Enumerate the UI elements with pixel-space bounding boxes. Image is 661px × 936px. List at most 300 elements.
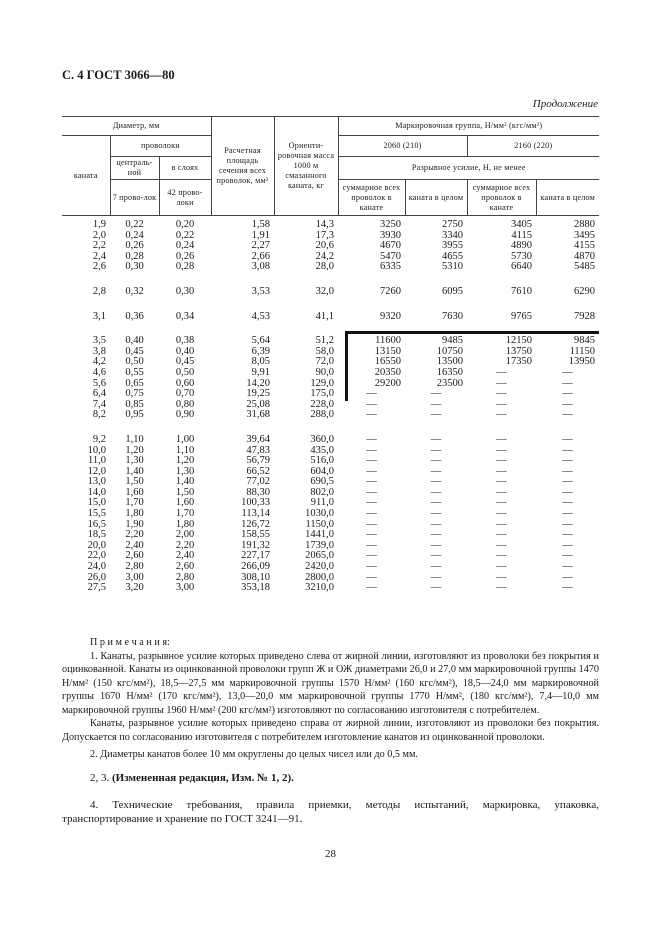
table-cell: 3,1 bbox=[92, 310, 106, 322]
table-cell: 435,0 bbox=[310, 444, 335, 456]
spacer-cell bbox=[274, 273, 338, 287]
table-cell: 0,32 bbox=[125, 285, 144, 297]
table-cell: 100,33 bbox=[241, 497, 271, 509]
table-cell: 28,0 bbox=[315, 261, 335, 273]
table-cell: — bbox=[496, 529, 507, 541]
table-cell: 1,10 bbox=[125, 433, 144, 445]
header-central: централь-ной bbox=[110, 157, 159, 180]
table-cell: 1,60 bbox=[125, 486, 144, 498]
table-cell: 13150 bbox=[374, 345, 402, 357]
table-cell: 31,68 bbox=[246, 409, 271, 421]
table-cell: — bbox=[366, 433, 377, 445]
table-cell: 5310 bbox=[442, 261, 464, 273]
table-cell: 1,70 bbox=[125, 497, 144, 509]
table-cell: — bbox=[430, 476, 442, 488]
table-cell: 802,0 bbox=[310, 486, 335, 498]
table-cell: 8,05 bbox=[251, 356, 271, 368]
header-rope: каната bbox=[62, 136, 110, 216]
table-cell: 16,5 bbox=[87, 518, 106, 530]
table-cell: 9485 bbox=[442, 335, 464, 347]
table-cell: 14,20 bbox=[246, 377, 271, 389]
row-spacer bbox=[62, 322, 599, 336]
table-cell: — bbox=[366, 550, 377, 562]
table-cell: — bbox=[430, 465, 442, 477]
table-cell: 19,25 bbox=[246, 388, 271, 400]
spacer-cell bbox=[467, 273, 536, 287]
table-cell: — bbox=[562, 561, 573, 573]
table-cell: 16350 bbox=[436, 366, 464, 378]
table-cell: 3,08 bbox=[251, 261, 271, 273]
table-cell: 3,20 bbox=[125, 582, 144, 594]
spacer-cell bbox=[274, 421, 338, 435]
table-cell: — bbox=[496, 518, 507, 530]
table-cell: 4,6 bbox=[92, 366, 106, 378]
table-cell: 1,50 bbox=[125, 476, 144, 488]
row-spacer bbox=[62, 273, 599, 287]
table-cell: 360,0 bbox=[310, 433, 335, 445]
table-cell: 911,0 bbox=[310, 497, 335, 509]
table-cell: 0,30 bbox=[125, 261, 144, 273]
section-2-3-amendment: (Измененная редакция, Изм. № 1, 2). bbox=[112, 772, 294, 784]
table-cell: — bbox=[562, 377, 573, 389]
table-cell: 604,0 bbox=[310, 465, 335, 477]
header-area: Расчетная площадь сечения всех проволок, мм² bbox=[211, 117, 274, 216]
table-cell: 2,60 bbox=[125, 550, 144, 562]
table-cell: 2,20 bbox=[125, 529, 144, 541]
spacer-cell bbox=[159, 298, 211, 312]
table-cell: 1,80 bbox=[175, 518, 195, 530]
table-cell: 13,0 bbox=[87, 476, 106, 488]
table-cell: 2800,0 bbox=[305, 571, 335, 583]
table-cell: 0,95 bbox=[125, 409, 144, 421]
table-cell: 266,09 bbox=[241, 561, 271, 573]
table-cell: 2,40 bbox=[125, 539, 144, 551]
table-cell: 1,30 bbox=[175, 465, 195, 477]
table-cell: 0,50 bbox=[125, 356, 144, 368]
table-cell: — bbox=[562, 409, 573, 421]
table-cell: — bbox=[562, 529, 573, 541]
spacer-cell bbox=[338, 421, 405, 435]
table-cell: 3955 bbox=[442, 240, 464, 252]
table-cell: — bbox=[430, 529, 442, 541]
table-cell: 4870 bbox=[574, 250, 596, 262]
table-cell: 0,90 bbox=[175, 409, 195, 421]
notes-heading: П р и м е ч а н и я: bbox=[90, 637, 170, 648]
table-cell: — bbox=[562, 433, 573, 445]
header-group-2060: 2060 (210) bbox=[338, 136, 467, 157]
spacer-cell bbox=[536, 298, 599, 312]
table-cell: 0,22 bbox=[125, 219, 144, 230]
table-cell: 1,90 bbox=[125, 518, 144, 530]
table-cell: 9,2 bbox=[92, 433, 106, 445]
spacer-cell bbox=[405, 322, 467, 336]
table-cell: 3495 bbox=[574, 229, 596, 241]
table-cell: — bbox=[496, 486, 507, 498]
table-cell: 16550 bbox=[374, 356, 402, 368]
table-cell: — bbox=[430, 433, 442, 445]
table-cell: — bbox=[366, 561, 377, 573]
table-cell: 4655 bbox=[442, 250, 464, 262]
spacer-cell bbox=[536, 421, 599, 435]
table-cell: — bbox=[496, 433, 507, 445]
table-cell: 0,40 bbox=[125, 335, 144, 347]
table-cell: 58,0 bbox=[315, 345, 335, 357]
table-cell: 11150 bbox=[569, 345, 596, 357]
table-cell: 3,00 bbox=[175, 582, 195, 594]
table-cell: 0,60 bbox=[175, 377, 195, 389]
table-row bbox=[62, 435, 599, 446]
table-cell: 3405 bbox=[511, 219, 533, 230]
table-cell: — bbox=[562, 455, 573, 467]
table-cell: 0,70 bbox=[175, 388, 195, 400]
header-sum-2060: суммарное всех проволок в канате bbox=[338, 180, 405, 216]
table-cell: 288,0 bbox=[310, 409, 335, 421]
spacer-cell bbox=[62, 273, 110, 287]
table-cell: 3210,0 bbox=[305, 582, 335, 594]
table-cell: 690,5 bbox=[310, 476, 335, 488]
table-cell: 2750 bbox=[442, 219, 464, 230]
table-cell: — bbox=[430, 571, 442, 583]
spacer-cell bbox=[110, 421, 159, 435]
table-cell: — bbox=[562, 476, 573, 488]
table-cell: 23500 bbox=[436, 377, 464, 389]
spacer-cell bbox=[536, 322, 599, 336]
table-cell: — bbox=[562, 518, 573, 530]
table-cell: 1,70 bbox=[175, 508, 195, 520]
table-cell: 4670 bbox=[380, 240, 402, 252]
table-cell: — bbox=[562, 497, 573, 509]
table-cell: 2,27 bbox=[251, 240, 271, 252]
table-cell: 227,17 bbox=[241, 550, 271, 562]
table-cell: — bbox=[496, 561, 507, 573]
table-cell: 51,2 bbox=[315, 335, 335, 347]
table-cell: — bbox=[496, 409, 507, 421]
table-cell: 1,50 bbox=[175, 486, 195, 498]
table-cell: 9,91 bbox=[251, 366, 271, 378]
table-cell: 228,0 bbox=[310, 398, 335, 410]
table-cell: — bbox=[562, 366, 573, 378]
spacer-cell bbox=[62, 322, 110, 336]
table-row bbox=[62, 312, 599, 323]
table-cell: 1,40 bbox=[175, 476, 195, 488]
table-cell: 5,6 bbox=[92, 377, 106, 389]
row-spacer bbox=[62, 298, 599, 312]
table-cell: 2,60 bbox=[175, 561, 195, 573]
table-cell: 13500 bbox=[436, 356, 464, 368]
table-cell: — bbox=[496, 444, 507, 456]
table-cell: 2,0 bbox=[92, 229, 106, 241]
table-cell: 24,0 bbox=[87, 561, 106, 573]
table-cell: 10,0 bbox=[87, 444, 106, 456]
table-cell: 29200 bbox=[374, 377, 402, 389]
table-cell: 11600 bbox=[375, 335, 402, 347]
table-cell: 2,80 bbox=[125, 561, 144, 573]
table-cell: 6290 bbox=[574, 285, 596, 297]
table-cell: 39,64 bbox=[246, 433, 271, 445]
table-cell: — bbox=[430, 561, 442, 573]
spacer-cell bbox=[211, 298, 274, 312]
spacer-cell bbox=[405, 273, 467, 287]
spacer-cell bbox=[405, 298, 467, 312]
table-cell: — bbox=[562, 582, 573, 594]
table-cell: 2,2 bbox=[92, 240, 106, 252]
table-cell: 20,0 bbox=[87, 539, 106, 551]
table-cell: 158,55 bbox=[241, 529, 271, 541]
header-marking-group: Маркировочная группа, Н/мм² (кгс/мм²) bbox=[338, 117, 599, 136]
section-4-text: 4. Технические требования, правила приемки, методы испытаний, маркировка, упаковка, транспортирование и хранение по ГОСТ 3241—91. bbox=[62, 799, 599, 825]
table-row bbox=[62, 410, 599, 421]
header-diameter: Диаметр, мм bbox=[62, 117, 211, 136]
table-cell: 7928 bbox=[574, 310, 596, 322]
table-row bbox=[62, 583, 599, 594]
table-cell: 0,28 bbox=[125, 250, 144, 262]
table-cell: 2880 bbox=[574, 219, 596, 230]
table-cell: — bbox=[366, 529, 377, 541]
table-cell: 3930 bbox=[380, 229, 402, 241]
table-cell: — bbox=[430, 486, 442, 498]
header-seven-wires: 7 прово-лок bbox=[110, 180, 159, 216]
table-cell: 56,79 bbox=[246, 455, 271, 467]
table-cell: 1,00 bbox=[175, 433, 195, 445]
table-cell: 0,50 bbox=[175, 366, 195, 378]
table-cell: — bbox=[496, 455, 507, 467]
table-cell: 32,0 bbox=[315, 285, 335, 297]
table-cell: 17350 bbox=[505, 356, 533, 368]
table-cell: 3340 bbox=[442, 229, 464, 241]
table-cell: 26,0 bbox=[87, 571, 106, 583]
table-cell: — bbox=[496, 571, 507, 583]
table-cell: 4155 bbox=[574, 240, 596, 252]
table-cell: 1,30 bbox=[125, 455, 144, 467]
table-cell: 1,10 bbox=[175, 444, 195, 456]
row-spacer bbox=[62, 421, 599, 435]
header-fortytwo-wires: 42 прово-локи bbox=[159, 180, 211, 216]
table-cell: 24,2 bbox=[315, 250, 335, 262]
table-cell: 77,02 bbox=[246, 476, 271, 488]
table-cell: — bbox=[496, 550, 507, 562]
table-cell: 1,91 bbox=[251, 229, 271, 241]
table-cell: 1,20 bbox=[125, 444, 144, 456]
table-cell: — bbox=[430, 497, 442, 509]
table-cell: 25,08 bbox=[246, 398, 271, 410]
table-cell: 5470 bbox=[380, 250, 402, 262]
header-whole-2060: каната в целом bbox=[405, 180, 467, 216]
table-cell: 2,66 bbox=[251, 250, 271, 262]
table-cell: 1,58 bbox=[251, 219, 271, 230]
table-row bbox=[62, 287, 599, 298]
table-cell: 308,10 bbox=[241, 571, 271, 583]
table-cell: — bbox=[430, 398, 442, 410]
spacer-cell bbox=[159, 421, 211, 435]
spacer-cell bbox=[159, 273, 211, 287]
table-cell: 0,28 bbox=[175, 261, 195, 273]
table-cell: 2,40 bbox=[175, 550, 195, 562]
table-cell: 0,80 bbox=[175, 398, 195, 410]
table-cell: 4,2 bbox=[92, 356, 106, 368]
table-cell: 1441,0 bbox=[305, 529, 335, 541]
table-cell: 0,75 bbox=[125, 388, 144, 400]
table-cell: 20,6 bbox=[315, 240, 335, 252]
header-whole-2160: каната в целом bbox=[536, 180, 599, 216]
table-cell: — bbox=[496, 377, 507, 389]
table-cell: 10750 bbox=[436, 345, 464, 357]
table-cell: 13950 bbox=[568, 356, 596, 368]
table-cell: 516,0 bbox=[310, 455, 335, 467]
spacer-cell bbox=[467, 322, 536, 336]
table-cell: 5730 bbox=[511, 250, 533, 262]
table-cell: 0,45 bbox=[175, 356, 195, 368]
bold-divider-horizontal bbox=[345, 331, 599, 334]
spacer-cell bbox=[110, 273, 159, 287]
spacer-cell bbox=[467, 298, 536, 312]
header-wires: проволоки bbox=[110, 136, 211, 157]
table-cell: 1,80 bbox=[125, 508, 144, 520]
table-cell: 1,60 bbox=[175, 497, 195, 509]
table-cell: 7610 bbox=[511, 285, 533, 297]
table-cell: 6,4 bbox=[92, 388, 106, 400]
table-cell: — bbox=[562, 465, 573, 477]
table-cell: — bbox=[430, 455, 442, 467]
table-cell: — bbox=[430, 388, 442, 400]
table-cell: — bbox=[366, 398, 377, 410]
table-cell: 72,0 bbox=[315, 356, 335, 368]
spacer-cell bbox=[211, 322, 274, 336]
table-cell: 126,72 bbox=[241, 518, 271, 530]
table-cell: — bbox=[366, 486, 377, 498]
table-cell: — bbox=[366, 444, 377, 456]
header-layers: в слоях bbox=[159, 157, 211, 180]
spacer-cell bbox=[110, 298, 159, 312]
table-cell: 0,45 bbox=[125, 345, 144, 357]
table-cell: 3,5 bbox=[92, 335, 106, 347]
table-cell: 0,38 bbox=[175, 335, 195, 347]
table-cell: 7260 bbox=[380, 285, 402, 297]
table-cell: 4115 bbox=[511, 229, 533, 241]
table-cell: — bbox=[562, 539, 573, 551]
table-cell: — bbox=[430, 508, 442, 520]
table-cell: 41,1 bbox=[315, 310, 335, 322]
table-cell: — bbox=[430, 409, 442, 421]
note-1: 1. Канаты, разрывное усилие которых приведено слева от жирной линии, изготовляют из проволоки без покрытия и оцинкованной. Канаты из оцинкованной проволоки групп Ж и ОЖ диаметрами 26,0 и 27,0 мм маркировочной группы 1470 Н/мм² (150 кгс/мм²), 18,5—27,5 мм маркировочной группы 1570 Н/мм² (160 кгс/мм²), 18,5—24,0 мм маркировочной группы 1670 Н/мм² (170 кгс/мм²), 13,0—20,0 мм маркировочной группы 1770 Н/мм², (180 кгс/мм²), 7,4—10,0 мм маркировочной группы 1960 Н/мм² (200 кгс/мм²) изготовляют по согласованию изготовителя с потребителем. bbox=[62, 650, 599, 716]
table-row bbox=[62, 368, 599, 379]
spacer-cell bbox=[159, 322, 211, 336]
table-cell: 8,2 bbox=[92, 409, 106, 421]
table-cell: — bbox=[562, 398, 573, 410]
table-cell: — bbox=[366, 465, 377, 477]
continuation-label: Продолжение bbox=[532, 98, 598, 110]
table-cell: 1,40 bbox=[125, 465, 144, 477]
bold-divider-vertical bbox=[345, 331, 348, 401]
table-cell: 1030,0 bbox=[305, 508, 335, 520]
table-cell: 2,4 bbox=[92, 250, 106, 262]
page-header-title: С. 4 ГОСТ 3066—80 bbox=[62, 68, 175, 82]
table-cell: — bbox=[496, 497, 507, 509]
table-cell: — bbox=[496, 366, 507, 378]
table-cell: 12,0 bbox=[87, 465, 106, 477]
table-cell: 15,0 bbox=[87, 497, 106, 509]
table-cell: 14,3 bbox=[315, 219, 335, 230]
table-cell: 113,14 bbox=[241, 508, 271, 520]
table-cell: 6640 bbox=[511, 261, 533, 273]
table-cell: 0,26 bbox=[125, 240, 144, 252]
table-cell: — bbox=[496, 476, 507, 488]
table-cell: 7630 bbox=[442, 310, 464, 322]
section-2-3 bbox=[62, 772, 599, 786]
table-cell: 5,64 bbox=[251, 335, 271, 347]
header-sum-2160: суммарное всех проволок в канате bbox=[467, 180, 536, 216]
table-cell: 27,5 bbox=[87, 582, 106, 594]
note-1b: Канаты, разрывное усилие которых приведено справа от жирной линии, изготовляют из проволоки без покрытия. Допускается по согласованию изготовителя с потребителем изготовление канатов из оцинкованной проволоки. bbox=[62, 718, 599, 743]
spacer-cell bbox=[338, 322, 405, 336]
spacer-cell bbox=[110, 322, 159, 336]
table-cell: 90,0 bbox=[315, 366, 335, 378]
table-cell: — bbox=[430, 444, 442, 456]
spacer-cell bbox=[274, 322, 338, 336]
table-cell: 11,0 bbox=[88, 455, 106, 467]
table-cell: — bbox=[366, 409, 377, 421]
header-breaking-force: Разрывное усилие, Н, не менее bbox=[338, 157, 599, 180]
table-cell: — bbox=[366, 388, 377, 400]
table-cell: 0,26 bbox=[175, 250, 195, 262]
page-number: 28 bbox=[325, 848, 336, 860]
table-cell: — bbox=[496, 398, 507, 410]
section-4 bbox=[62, 798, 599, 826]
table-cell: 14,0 bbox=[87, 486, 106, 498]
table-cell: 2,20 bbox=[175, 539, 195, 551]
table-cell: 3250 bbox=[380, 219, 402, 230]
table-cell: 2,8 bbox=[92, 285, 106, 297]
table-cell: 6,39 bbox=[251, 345, 271, 357]
table-cell: 7,4 bbox=[92, 398, 106, 410]
table-cell: 1,9 bbox=[92, 219, 106, 230]
note-2: 2. Диаметры канатов более 10 мм округлены до целых чисел или до 0,5 мм. bbox=[90, 749, 418, 760]
spacer-cell bbox=[338, 298, 405, 312]
table-cell: 3,00 bbox=[125, 571, 144, 583]
spacer-cell bbox=[338, 273, 405, 287]
spacer-cell bbox=[211, 421, 274, 435]
table-cell: — bbox=[366, 497, 377, 509]
spacer-cell bbox=[536, 273, 599, 287]
table-cell: 2420,0 bbox=[305, 561, 335, 573]
table-cell: 9845 bbox=[574, 335, 596, 347]
rope-specification-table bbox=[62, 116, 599, 594]
header-mass: Ориенти-ровочная масса 1000 м смазанного каната, кг bbox=[274, 117, 338, 216]
table-cell: — bbox=[562, 486, 573, 498]
header-group-2160: 2160 (220) bbox=[467, 136, 599, 157]
table-cell: 0,20 bbox=[175, 219, 195, 230]
table-cell: 0,36 bbox=[125, 310, 144, 322]
table-cell: — bbox=[366, 455, 377, 467]
table-cell: 0,24 bbox=[175, 240, 195, 252]
table-cell: — bbox=[430, 582, 442, 594]
table-cell: 9765 bbox=[511, 310, 533, 322]
table-cell: 18,5 bbox=[87, 529, 106, 541]
table-cell: — bbox=[366, 476, 377, 488]
table-cell: 20350 bbox=[374, 366, 402, 378]
table-cell: 0,34 bbox=[175, 310, 195, 322]
table-cell: — bbox=[496, 388, 507, 400]
table-cell: 0,85 bbox=[125, 398, 144, 410]
table-cell: 129,0 bbox=[310, 377, 335, 389]
table-cell: — bbox=[430, 518, 442, 530]
table-cell: — bbox=[430, 550, 442, 562]
table-cell: 0,24 bbox=[125, 229, 144, 241]
table-cell: 0,22 bbox=[175, 229, 195, 241]
table-cell: — bbox=[562, 550, 573, 562]
table-cell: — bbox=[366, 539, 377, 551]
table-cell: 6335 bbox=[380, 261, 402, 273]
table-row bbox=[62, 220, 599, 231]
